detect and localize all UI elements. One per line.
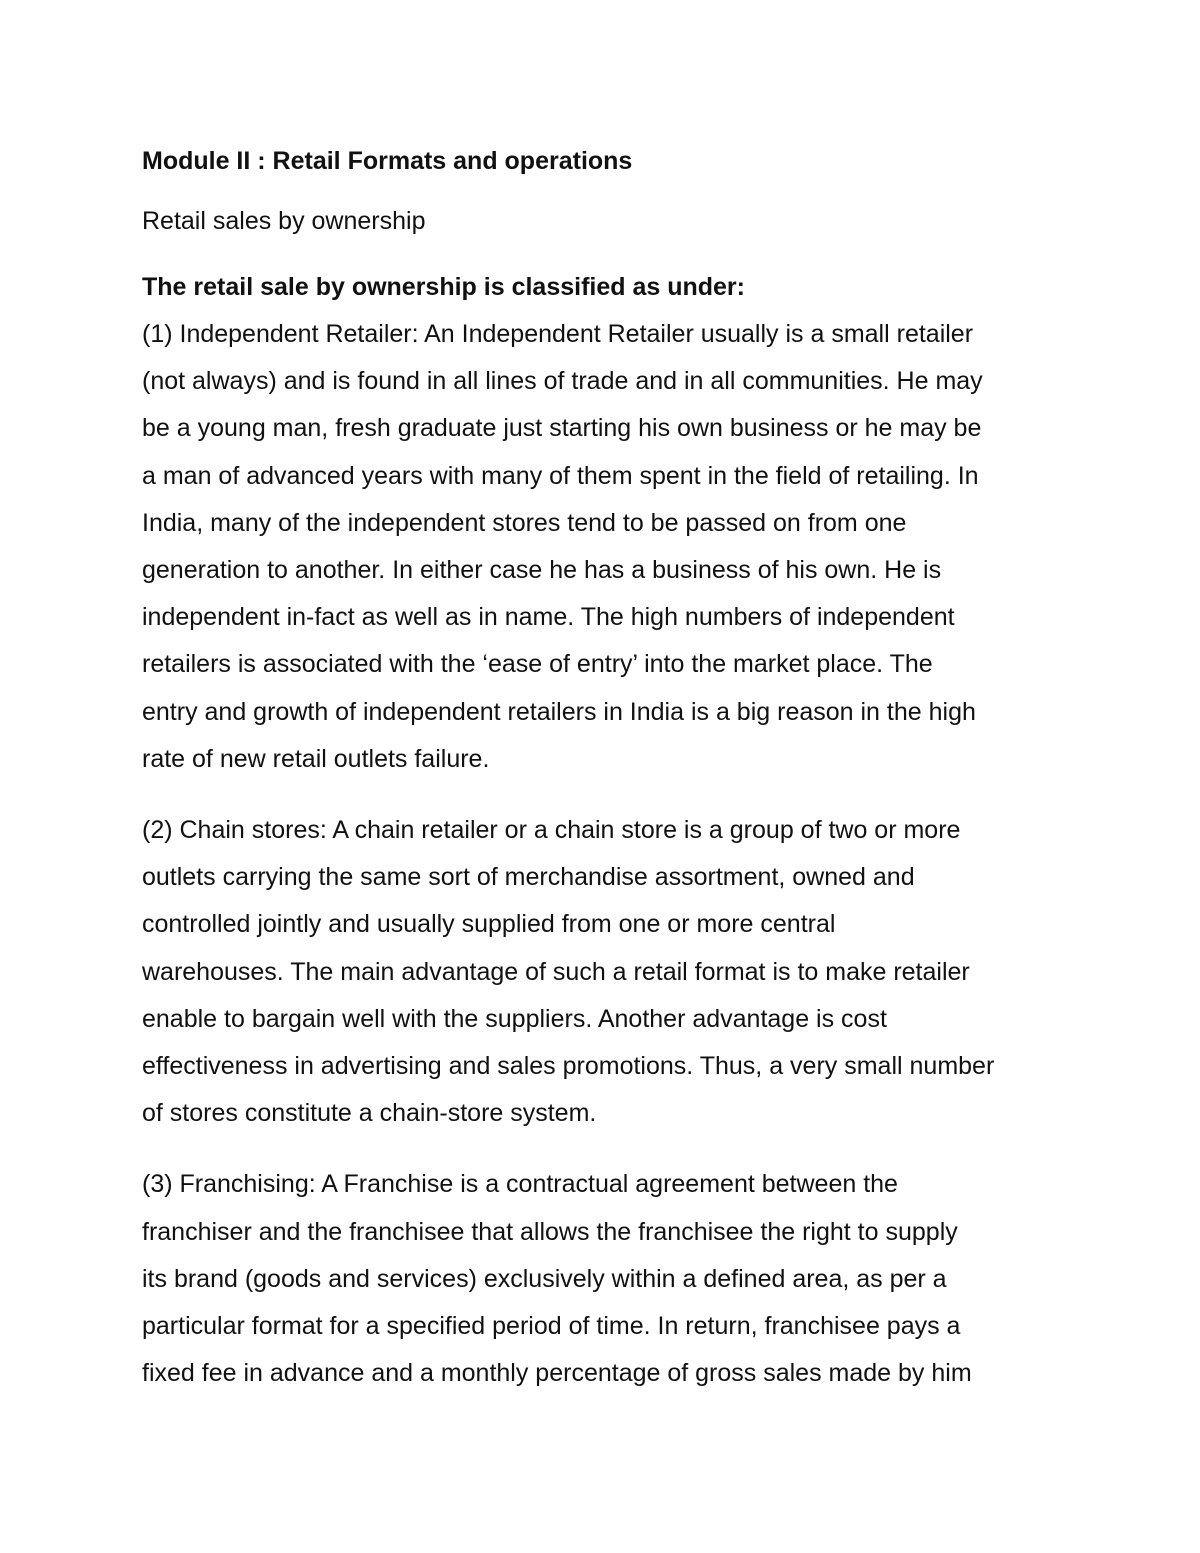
paragraph-franchising <box>142 1161 1062 1397</box>
text-line: India, many of the independent stores tend to be passed on from one <box>142 508 907 537</box>
text-line: (1) Independent Retailer: An Independent Retailer usually is a small retailer <box>142 320 974 348</box>
paragraph-chain-stores <box>142 807 1062 1137</box>
text-line: independent in-fact as well as in name. The high numbers of independent <box>142 603 955 632</box>
text-line: warehouses. The main advantage of such a retail format is to make retailer <box>142 957 970 986</box>
paragraph-gap <box>142 783 1062 807</box>
text-line: controlled jointly and usually supplied from one or more central <box>142 910 836 939</box>
text-line: a man of advanced years with many of them spent in the field of retailing. In <box>142 461 979 490</box>
section-subtitle: Retail sales by ownership <box>142 207 426 235</box>
text-line: fixed fee in advance and a monthly percentage of gross sales made by him <box>142 1359 972 1388</box>
text-line: outlets carrying the same sort of merchandise assortment, owned and <box>142 863 915 892</box>
text-line: effectiveness in advertising and sales promotions. Thus, a very small number <box>142 1052 995 1081</box>
text-line: its brand (goods and services) exclusively within a defined area, as per a <box>142 1264 947 1293</box>
text-line: franchiser and the franchisee that allows the franchisee the right to supply <box>142 1217 958 1246</box>
paragraph-gap <box>142 1137 1062 1161</box>
classification-heading: The retail sale by ownership is classified as under: <box>142 273 745 301</box>
text-line: (not always) and is found in all lines of trade and in all communities. He may <box>142 367 983 396</box>
text-line: (3) Franchising: A Franchise is a contractual agreement between the <box>142 1170 898 1199</box>
text-line: rate of new retail outlets failure. <box>142 744 490 773</box>
text-line: be a young man, fresh graduate just starting his own business or he may be <box>142 414 982 443</box>
text-line: entry and growth of independent retailers in India is a big reason in the high <box>142 697 976 726</box>
module-title: Module II : Retail Formats and operations <box>142 147 633 175</box>
text-line: generation to another. In either case he has a business of his own. He is <box>142 556 942 585</box>
text-line: particular format for a specified period of time. In return, franchisee pays a <box>142 1312 961 1341</box>
text-line: (2) Chain stores: A chain retailer or a chain store is a group of two or more <box>142 816 961 845</box>
document-content <box>142 144 1062 1397</box>
text-line: enable to bargain well with the suppliers. Another advantage is cost <box>142 1004 887 1033</box>
text-line: of stores constitute a chain-store system. <box>142 1099 597 1128</box>
text-line: retailers is associated with the ‘ease of entry’ into the market place. The <box>142 650 933 679</box>
paragraph-independent-retailer <box>142 311 1062 783</box>
